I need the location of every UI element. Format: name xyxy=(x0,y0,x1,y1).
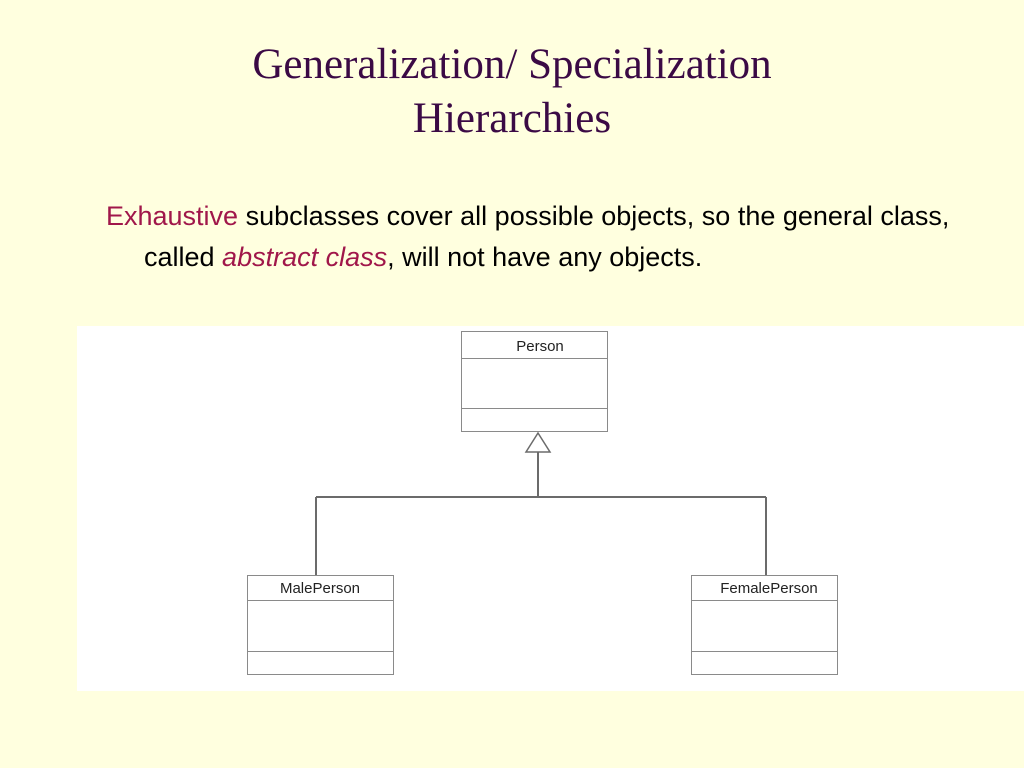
abstract-class-term: abstract class xyxy=(222,242,388,272)
slide-title-line-1: Generalization/ Specialization xyxy=(252,41,772,88)
uml-diagram xyxy=(77,326,1024,691)
slide-title-line-2: Hierarchies xyxy=(412,95,612,142)
bullet-point xyxy=(106,196,1024,278)
femaleperson-class-box xyxy=(692,576,838,675)
slide-title xyxy=(0,38,1024,146)
bullet-text-before: subclasses cover all possible objects, so the general class, called xyxy=(144,201,950,272)
person-class-box xyxy=(462,332,608,432)
exhaustive-term: Exhaustive xyxy=(106,201,239,231)
maleperson-class-box xyxy=(248,576,394,675)
maleperson-class-name: MalePerson xyxy=(279,580,361,597)
uml-diagram-panel xyxy=(77,326,1024,691)
person-class-name: Person xyxy=(516,338,564,355)
generalization-connector xyxy=(316,452,766,575)
bullet-text-after: , will not have any objects. xyxy=(387,242,703,272)
generalization-arrowhead xyxy=(526,433,550,452)
femaleperson-class-name: FemalePerson xyxy=(720,580,818,597)
